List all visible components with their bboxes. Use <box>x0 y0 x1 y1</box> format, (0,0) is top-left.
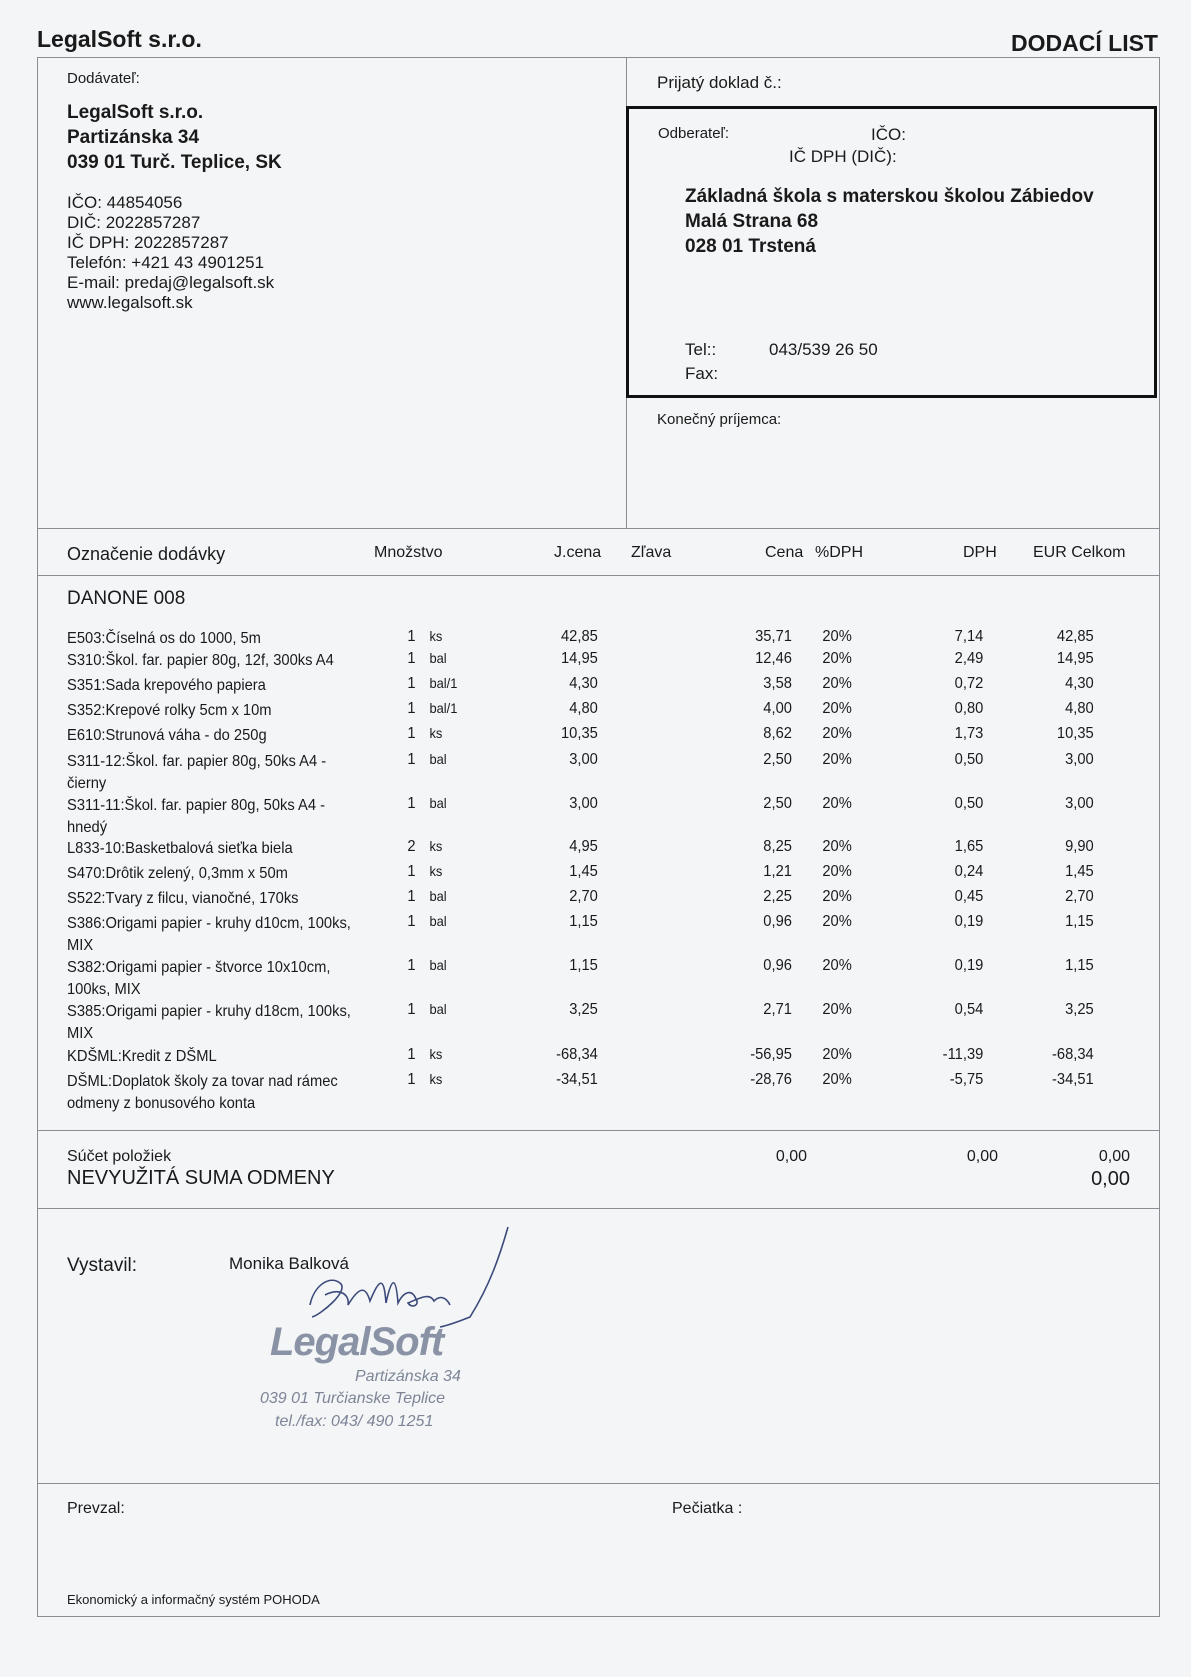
item-vat: 7,14 <box>954 628 984 645</box>
customer-address <box>685 184 1094 259</box>
frame-top-line <box>37 57 1160 58</box>
item-vat: 0,50 <box>954 751 984 768</box>
item-quantity: 1 <box>407 1071 416 1088</box>
table-row <box>67 913 1094 954</box>
item-unit: ks <box>429 1071 443 1087</box>
customer-fax-label: Fax: <box>685 364 719 383</box>
item-unit: ks <box>429 863 443 879</box>
item-quantity: 1 <box>407 628 416 645</box>
item-price: 0,96 <box>763 957 792 974</box>
customer-label: Odberateľ: <box>658 125 730 142</box>
supplier-dic: DIČ: 2022857287 <box>67 213 201 232</box>
company-name: LegalSoft s.r.o. <box>37 26 202 52</box>
header-discount: Zľava <box>631 544 672 561</box>
item-quantity: 1 <box>407 913 416 930</box>
item-unit-price: 4,95 <box>569 838 598 855</box>
stamp-phone: tel./fax: 043/ 490 1251 <box>275 1413 434 1430</box>
item-unit-price: 4,80 <box>569 700 598 717</box>
item-unit: bal/1 <box>429 700 458 716</box>
item-price: 1,21 <box>763 863 792 880</box>
item-vat: 0,24 <box>954 863 984 880</box>
table-row <box>67 1071 1094 1112</box>
item-total: 9,90 <box>1065 838 1094 855</box>
unused-label: NEVYUŽITÁ SUMA ODMENY <box>67 1167 335 1189</box>
item-unit: bal <box>429 650 447 666</box>
item-unit: bal/1 <box>429 675 458 691</box>
item-quantity: 2 <box>407 838 416 855</box>
item-unit-price: 4,30 <box>569 675 598 692</box>
header-unit-price: J.cena <box>554 544 602 561</box>
sum-vat: 0,00 <box>966 1148 998 1165</box>
item-description: S311-11:Škol. far. papier 80g, 50ks A4 - hnedý <box>67 797 326 836</box>
supplier-city: 039 01 Turč. Teplice, SK <box>67 152 282 173</box>
table-row <box>67 725 1094 749</box>
item-quantity: 1 <box>407 751 416 768</box>
item-description: S385:Origami papier - kruhy d18cm, 100ks, MIX <box>67 1003 351 1042</box>
item-vat-pct: 20% <box>822 795 852 812</box>
item-quantity: 1 <box>407 1001 416 1018</box>
item-total: 4,80 <box>1065 700 1094 717</box>
supplier-email: E-mail: predaj@legalsoft.sk <box>67 273 275 292</box>
header-quantity: Množstvo <box>374 544 443 561</box>
item-price: 2,25 <box>763 888 792 905</box>
item-vat: 1,65 <box>954 838 984 855</box>
item-unit: ks <box>429 838 443 854</box>
item-unit-price: -68,34 <box>556 1046 598 1063</box>
item-vat-pct: 20% <box>822 650 852 667</box>
item-price: -28,76 <box>750 1071 792 1088</box>
issued-label: Vystavil: <box>67 1255 138 1276</box>
header-description: Označenie dodávky <box>67 544 226 564</box>
table-row <box>67 863 1094 887</box>
item-description: KDŠML:Kredit z DŠML <box>67 1048 217 1065</box>
item-price: 3,58 <box>763 675 792 692</box>
unused-total: 0,00 <box>1091 1168 1130 1190</box>
header-vat-pct: %DPH <box>815 544 864 561</box>
supplier-block <box>67 100 282 175</box>
item-vat-pct: 20% <box>822 1071 852 1088</box>
item-price: 0,96 <box>763 913 792 930</box>
customer-ico-label: IČO: <box>871 125 906 144</box>
table-row <box>67 888 1094 912</box>
item-total: 3,00 <box>1065 751 1094 768</box>
item-description: S352:Krepové rolky 5cm x 10m <box>67 702 272 719</box>
item-description: S310:Škol. far. papier 80g, 12f, 300ks A4 <box>67 652 334 669</box>
item-total: 4,30 <box>1065 675 1094 692</box>
footer-top-line <box>37 1483 1160 1484</box>
item-unit: bal <box>429 751 447 767</box>
summary-bottom-line <box>37 1208 1160 1209</box>
group-title: DANONE 008 <box>67 588 186 609</box>
item-vat: -11,39 <box>942 1046 984 1063</box>
item-quantity: 1 <box>407 650 416 667</box>
customer-tel: 043/539 26 50 <box>769 340 878 359</box>
document-title: DODACÍ LIST <box>1011 30 1158 56</box>
item-vat-pct: 20% <box>822 675 852 692</box>
item-vat-pct: 20% <box>822 957 852 974</box>
item-vat-pct: 20% <box>822 863 852 880</box>
supplier-web: www.legalsoft.sk <box>67 293 193 312</box>
item-description: S351:Sada krepového papiera <box>67 677 266 694</box>
item-unit-price: 3,00 <box>569 751 598 768</box>
item-price: 2,50 <box>763 795 792 812</box>
table-header-top-line <box>37 528 1160 529</box>
item-description: E610:Strunová váha - do 250g <box>67 727 267 744</box>
table-row <box>67 1046 1094 1070</box>
item-total: 42,85 <box>1056 628 1094 645</box>
item-unit-price: -34,51 <box>556 1071 598 1088</box>
item-vat: 1,73 <box>954 725 984 742</box>
customer-box <box>626 106 1157 398</box>
item-unit-price: 10,35 <box>560 725 598 742</box>
frame-left-line <box>37 57 38 1617</box>
item-unit-price: 3,00 <box>569 795 598 812</box>
item-price: 2,50 <box>763 751 792 768</box>
item-description: S311-12:Škol. far. papier 80g, 50ks A4 - čierny <box>67 753 327 792</box>
item-description: L833-10:Basketbalová sieťka biela <box>67 840 293 857</box>
item-unit: ks <box>429 628 443 644</box>
table-row <box>67 650 1094 674</box>
item-vat: 0,19 <box>954 957 984 974</box>
table-row <box>67 751 1094 792</box>
item-vat-pct: 20% <box>822 725 852 742</box>
item-unit: ks <box>429 725 443 741</box>
supplier-ico: IČO: 44854056 <box>67 193 183 212</box>
item-total: 3,00 <box>1065 795 1094 812</box>
table-header-bottom-line <box>37 575 1160 576</box>
customer-tel-label: Tel:: <box>685 340 717 359</box>
item-vat-pct: 20% <box>822 838 852 855</box>
item-price: 2,71 <box>763 1001 792 1018</box>
sum-label: Súčet položiek <box>67 1148 172 1165</box>
item-description: E503:Číselná os do 1000, 5m <box>67 630 261 647</box>
item-vat: 0,80 <box>954 700 984 717</box>
item-price: 8,62 <box>763 725 792 742</box>
item-unit: bal <box>429 913 447 929</box>
item-quantity: 1 <box>407 957 416 974</box>
item-description: DŠML:Doplatok školy za tovar nad rámec odmeny z bonusového konta <box>67 1073 338 1112</box>
item-vat-pct: 20% <box>822 751 852 768</box>
supplier-phone: Telefón: +421 43 4901251 <box>67 253 265 272</box>
item-price: 8,25 <box>763 838 792 855</box>
stamp-street: Partizánska 34 <box>355 1368 461 1385</box>
item-unit-price: 1,45 <box>569 863 598 880</box>
sum-total: 0,00 <box>1098 1148 1130 1165</box>
item-total: -68,34 <box>1051 1046 1094 1063</box>
item-unit-price: 2,70 <box>569 888 598 905</box>
item-quantity: 1 <box>407 1046 416 1063</box>
stamp-city: 039 01 Turčianske Teplice <box>260 1390 445 1407</box>
item-total: 1,15 <box>1065 913 1094 930</box>
item-vat: 0,50 <box>954 795 984 812</box>
table-row <box>67 628 1094 652</box>
item-total: 14,95 <box>1056 650 1094 667</box>
supplier-street: Partizánska 34 <box>67 127 200 148</box>
supplier-name: LegalSoft s.r.o. <box>67 102 204 123</box>
supplier-contacts <box>67 193 274 313</box>
item-vat-pct: 20% <box>822 700 852 717</box>
item-description: S522:Tvary z filcu, vianočné, 170ks <box>67 890 299 907</box>
table-row <box>67 838 1094 862</box>
item-total: -34,51 <box>1051 1071 1094 1088</box>
item-unit: ks <box>429 1046 443 1062</box>
item-vat: 0,45 <box>954 888 984 905</box>
item-price: -56,95 <box>750 1046 792 1063</box>
item-vat-pct: 20% <box>822 1046 852 1063</box>
header-total: EUR Celkom <box>1033 544 1126 561</box>
table-row <box>67 795 1094 836</box>
item-total: 3,25 <box>1065 1001 1094 1018</box>
item-unit: bal <box>429 1001 447 1017</box>
item-unit-price: 1,15 <box>569 957 598 974</box>
item-unit-price: 42,85 <box>560 628 598 645</box>
item-quantity: 1 <box>407 863 416 880</box>
item-total: 2,70 <box>1065 888 1094 905</box>
supplier-icdph: IČ DPH: 2022857287 <box>67 233 229 252</box>
item-vat: -5,75 <box>949 1071 984 1088</box>
item-vat: 2,49 <box>954 650 984 667</box>
sum-price: 0,00 <box>775 1148 807 1165</box>
item-price: 35,71 <box>755 628 792 645</box>
received-by-label: Prevzal: <box>67 1500 125 1517</box>
item-vat-pct: 20% <box>822 888 852 905</box>
summary-top-line <box>37 1130 1160 1131</box>
item-description: S470:Drôtik zelený, 0,3mm x 50m <box>67 865 288 882</box>
item-vat-pct: 20% <box>822 913 852 930</box>
item-unit: bal <box>429 957 447 973</box>
item-unit: bal <box>429 888 447 904</box>
header-vat: DPH <box>963 544 997 561</box>
item-description: S382:Origami papier - štvorce 10x10cm, 100ks, MIX <box>67 959 331 998</box>
item-total: 1,45 <box>1065 863 1094 880</box>
customer-name: Základná škola s materskou školou Zábiedov <box>685 186 1094 207</box>
received-doc-label: Prijatý doklad č.: <box>657 73 782 92</box>
item-unit-price: 1,15 <box>569 913 598 930</box>
item-quantity: 1 <box>407 675 416 692</box>
customer-street: Malá Strana 68 <box>685 211 819 232</box>
issued-name: Monika Balková <box>229 1254 350 1273</box>
item-price: 4,00 <box>763 700 792 717</box>
seal-label: Pečiatka : <box>672 1500 743 1517</box>
header-price: Cena <box>765 544 804 561</box>
item-description: S386:Origami papier - kruhy d10cm, 100ks, MIX <box>67 915 351 954</box>
item-unit-price: 3,25 <box>569 1001 598 1018</box>
table-row <box>67 1001 1094 1042</box>
item-quantity: 1 <box>407 888 416 905</box>
frame-bottom-line <box>37 1616 1160 1617</box>
table-row <box>67 700 1094 724</box>
item-vat-pct: 20% <box>822 628 852 645</box>
item-quantity: 1 <box>407 725 416 742</box>
item-total: 10,35 <box>1056 725 1094 742</box>
table-row <box>67 957 1094 998</box>
item-price: 12,46 <box>755 650 792 667</box>
item-vat: 0,54 <box>954 1001 984 1018</box>
customer-city: 028 01 Trstená <box>685 236 816 257</box>
customer-icdph-label: IČ DPH (DIČ): <box>789 147 897 166</box>
item-vat: 0,72 <box>954 675 984 692</box>
item-vat: 0,19 <box>954 913 984 930</box>
table-row <box>67 675 1094 699</box>
item-unit-price: 14,95 <box>560 650 598 667</box>
item-quantity: 1 <box>407 795 416 812</box>
item-quantity: 1 <box>407 700 416 717</box>
item-unit: bal <box>429 795 447 811</box>
signature <box>300 1225 520 1335</box>
final-recipient-label: Konečný príjemca: <box>657 411 782 428</box>
supplier-label: Dodávateľ: <box>67 70 140 87</box>
stamp-logo: LegalSoft <box>270 1320 444 1364</box>
system-footer: Ekonomický a informačný systém POHODA <box>67 1592 320 1607</box>
item-total: 1,15 <box>1065 957 1094 974</box>
frame-right-line <box>1159 57 1160 1617</box>
item-vat-pct: 20% <box>822 1001 852 1018</box>
